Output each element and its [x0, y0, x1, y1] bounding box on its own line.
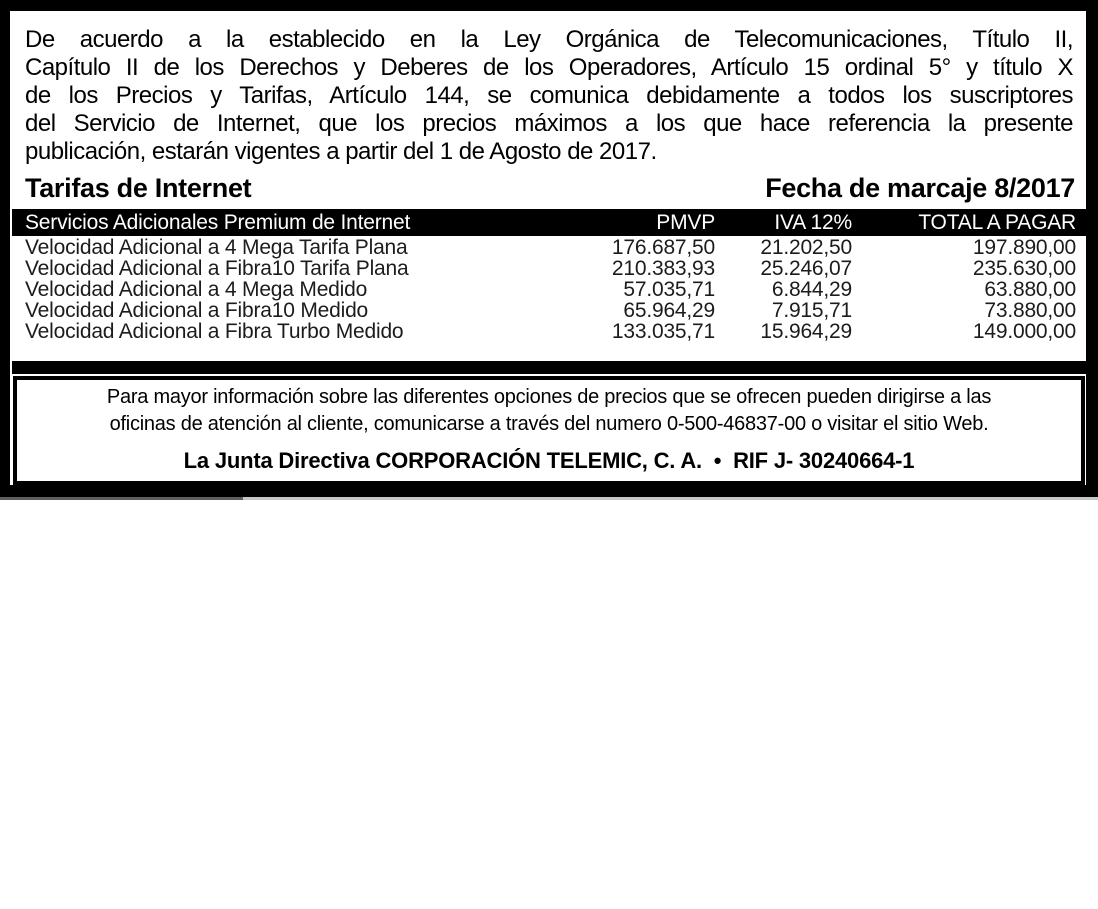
- info-line: oficinas de atención al cliente, comunicarse a través del numero 0-500-46837-00 o visitar el sitio Web.: [109, 413, 989, 435]
- column-header-iva: IVA 12%: [774, 211, 852, 234]
- iva-value: 15.964,29: [760, 320, 852, 343]
- total-value: 235.630,00: [972, 257, 1076, 280]
- service-name: Velocidad Adicional a Fibra Turbo Medido: [25, 320, 404, 343]
- legal-line: del Servicio de Internet, que los precios máximos a los que hace referencia la presente: [25, 110, 1073, 137]
- legal-line: Capítulo II de los Derechos y Deberes de los Operadores, Artículo 15 ordinal 5° y título X: [25, 54, 1073, 81]
- pmvp-value: 65.964,29: [623, 299, 715, 322]
- tariff-table-body: [12, 237, 1086, 342]
- title-row: [25, 173, 1075, 204]
- table-row: [12, 300, 1086, 321]
- column-header-total: TOTAL A PAGAR: [918, 211, 1076, 234]
- column-header-pmvp: PMVP: [656, 211, 715, 234]
- table-row: [12, 279, 1086, 300]
- table-row: [12, 321, 1086, 342]
- date-label: Fecha de marcaje 8/2017: [765, 173, 1075, 203]
- scan-artifact-line: [243, 497, 1098, 500]
- pmvp-value: 57.035,71: [623, 278, 715, 301]
- legal-line: publicación, estarán vigentes a partir del 1 de Agosto de 2017.: [25, 138, 657, 165]
- advertisement-content: [10, 11, 1086, 485]
- info-line: Para mayor información sobre las diferentes opciones de precios que se ofrecen pueden dirigirse a las: [106, 386, 992, 408]
- total-value: 63.880,00: [984, 278, 1076, 301]
- table-row: [12, 237, 1086, 258]
- legal-line: de los Precios y Tarifas, Artículo 144, se comunica debidamente a todos los suscriptores: [25, 82, 1073, 109]
- total-value: 197.890,00: [972, 236, 1076, 259]
- iva-value: 21.202,50: [760, 236, 852, 259]
- legal-line: De acuerdo a la establecido en la Ley Orgánica de Telecomunicaciones, Título II,: [25, 26, 1073, 53]
- pmvp-value: 176.687,50: [611, 236, 715, 259]
- table-row: [12, 258, 1086, 279]
- signature-line: La Junta Directiva CORPORACIÓN TELEMIC, C. A. • RIF J- 30240664-1: [183, 448, 915, 473]
- legal-paragraph: [25, 26, 1073, 166]
- iva-value: 7.915,71: [771, 299, 852, 322]
- pmvp-value: 133.035,71: [611, 320, 715, 343]
- iva-value: 25.246,07: [760, 257, 852, 280]
- column-header-service: Servicios Adicionales Premium de Internet: [25, 211, 411, 234]
- table-header-row: [12, 209, 1086, 236]
- iva-value: 6.844,29: [771, 278, 852, 301]
- section-title: Tarifas de Internet: [25, 173, 252, 203]
- info-box: [13, 376, 1085, 485]
- service-name: Velocidad Adicional a Fibra10 Tarifa Plana: [25, 257, 409, 280]
- scan-artifact-line: [0, 497, 243, 500]
- table-bottom-rule: [12, 361, 1086, 374]
- service-name: Velocidad Adicional a 4 Mega Medido: [25, 278, 368, 301]
- service-name: Velocidad Adicional a 4 Mega Tarifa Plana: [25, 236, 408, 259]
- service-name: Velocidad Adicional a Fibra10 Medido: [25, 299, 369, 322]
- total-value: 73.880,00: [984, 299, 1076, 322]
- pmvp-value: 210.383,93: [611, 257, 715, 280]
- total-value: 149.000,00: [972, 320, 1076, 343]
